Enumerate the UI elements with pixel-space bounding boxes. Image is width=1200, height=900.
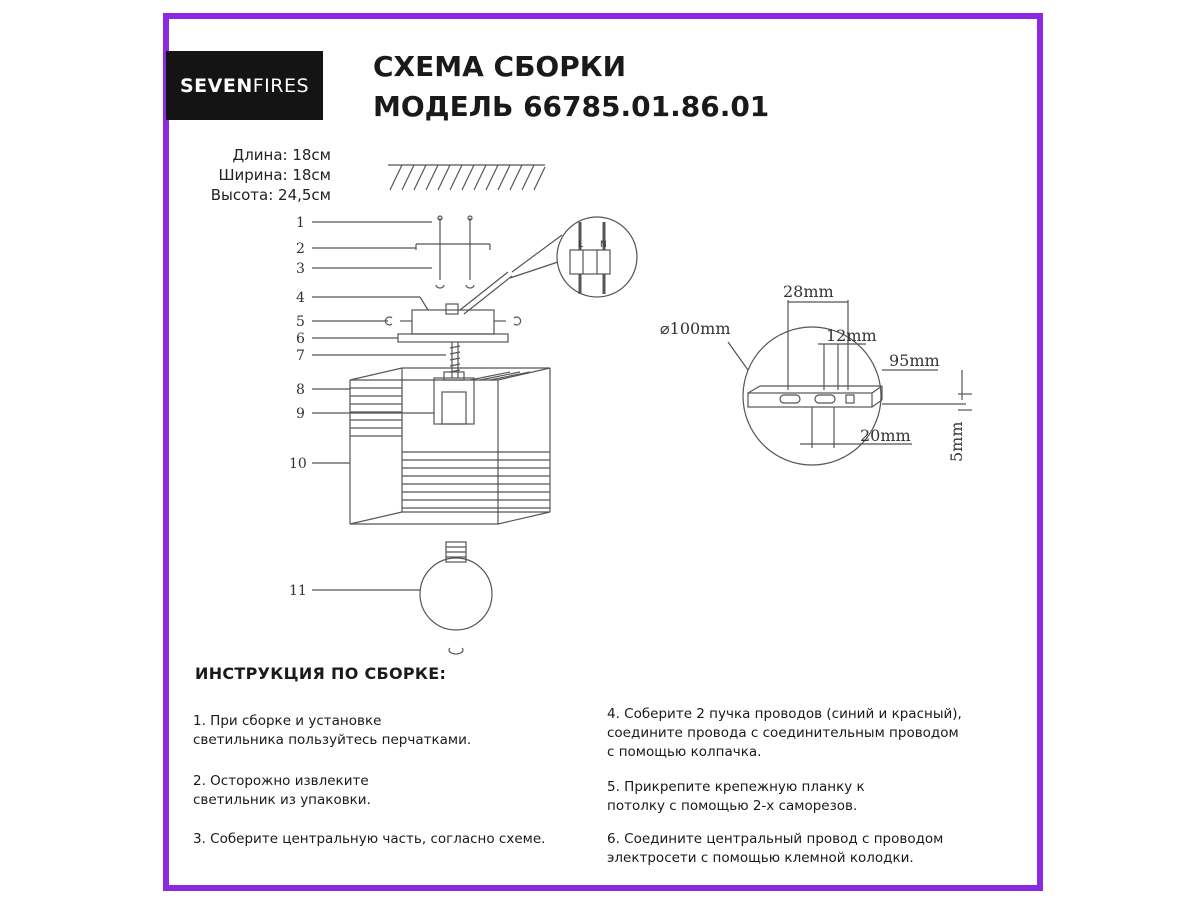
bulb — [420, 542, 492, 654]
cable — [450, 272, 512, 378]
instruction-step-6: 6. Соедините центральный провод с проводом электросети с помощью клемной колодки. — [607, 831, 944, 866]
brand-logo-bold: SEVEN — [179, 74, 253, 97]
part-number: 2 — [296, 241, 305, 257]
part-number: 1 — [296, 215, 305, 231]
part-number: 9 — [296, 406, 305, 422]
mounting-plate-detail — [728, 300, 972, 465]
instruction-step-5: 5. Прикрепите крепежную планку к потолку с помощью 2-х саморезов. — [607, 779, 865, 814]
terminal-label-n: N — [600, 240, 607, 250]
thickness-label: 5mm — [947, 421, 966, 462]
terminal-block-zoom — [510, 217, 637, 297]
model-title: МОДЕЛЬ 66785.01.86.01 — [373, 90, 770, 123]
part-number: 8 — [296, 382, 305, 398]
part-number: 3 — [296, 261, 305, 277]
terminal-label-l: L — [578, 240, 584, 250]
page-title: СХЕМА СБОРКИ — [373, 50, 627, 83]
hole-spacing-label: 28mm — [783, 282, 834, 301]
part-number: 6 — [296, 331, 305, 347]
screws — [416, 216, 490, 288]
part-number-labels — [289, 215, 307, 599]
part-number: 10 — [289, 456, 307, 472]
part-number: 11 — [289, 583, 307, 599]
part-number: 4 — [296, 290, 305, 306]
length-label: 95mm — [889, 351, 940, 370]
hole-width-label: 20mm — [860, 426, 911, 445]
instruction-step-3: 3. Соберите центральную часть, согласно схеме. — [193, 831, 546, 847]
instructions-heading: ИНСТРУКЦИЯ ПО СБОРКЕ: — [195, 664, 447, 683]
cube-shade — [350, 368, 550, 524]
canopy — [385, 304, 520, 342]
part-number: 5 — [296, 314, 305, 330]
brand-logo-regular: FIRES — [252, 74, 310, 97]
instruction-step-4: 4. Соберите 2 пучка проводов (синий и красный), соедините провода с соединительным проводом с помощью колпачка. — [607, 706, 962, 760]
slot-label: 12mm — [826, 326, 877, 345]
instruction-step-2: 2. Осторожно извлеките светильник из упаковки. — [193, 773, 371, 808]
part-leader-lines — [312, 222, 446, 590]
ceiling-hatch — [388, 165, 545, 190]
instruction-step-1: 1. При сборке и установке светильника пользуйтесь перчатками. — [193, 713, 472, 748]
dimension-width: Ширина: 18см — [218, 166, 331, 184]
diameter-label: ⌀100mm — [660, 319, 731, 338]
dimension-length: Длина: 18см — [232, 146, 331, 164]
part-number: 7 — [296, 348, 305, 364]
plate-measure-labels — [660, 282, 966, 462]
dimension-height: Высота: 24,5см — [210, 186, 331, 204]
